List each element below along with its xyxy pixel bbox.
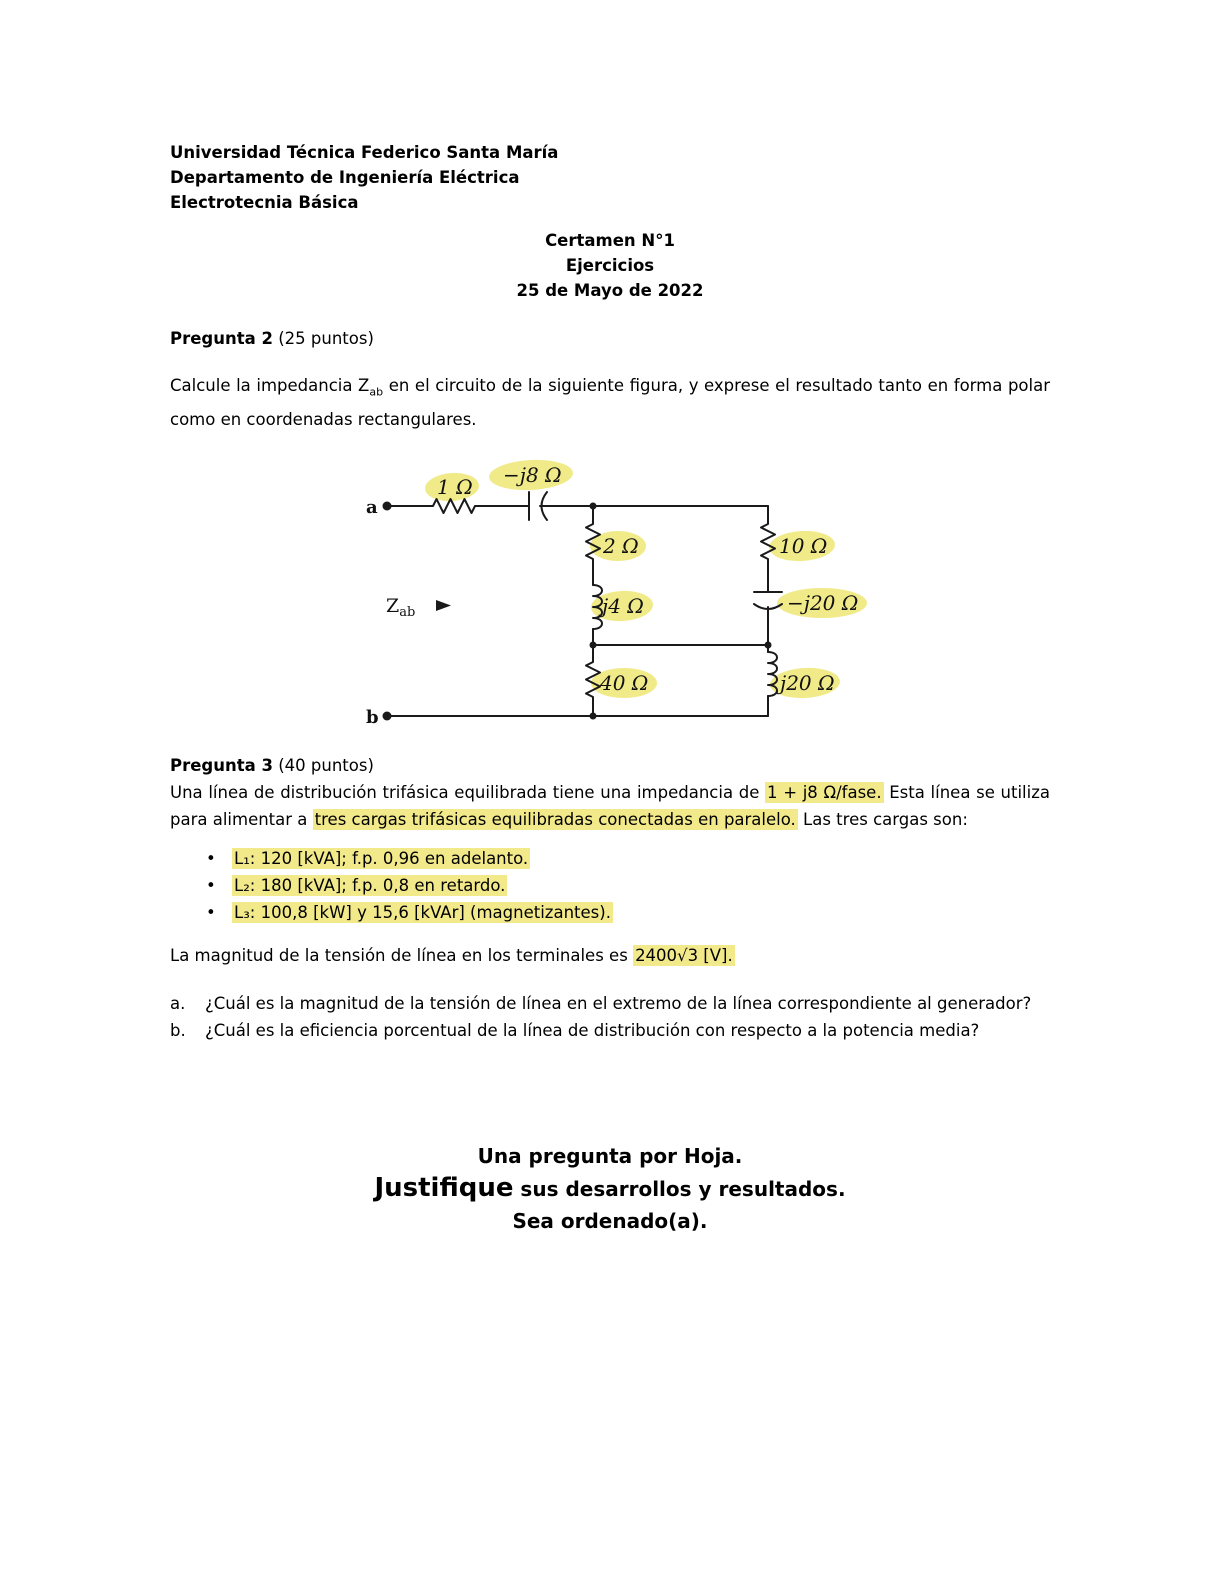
exam-subtitle: Ejercicios	[565, 256, 655, 275]
department-name: Departamento de Ingeniería Eléctrica	[170, 168, 520, 187]
circuit-wires	[387, 506, 768, 716]
question2-text-pre: Calcule la impedancia Z	[170, 376, 370, 395]
question3-intro	[170, 779, 1050, 833]
question3-subquestions	[170, 990, 1050, 1044]
voltage-text: La magnitud de la tensión de línea en los terminales es	[170, 946, 634, 965]
course-name: Electrotecnia Básica	[170, 193, 359, 212]
label-resistor-1ohm: 1 Ω	[437, 475, 473, 499]
label-resistor-40ohm: 40 Ω	[600, 671, 649, 695]
q3-highlight-loads: tres cargas trifásicas equilibradas conectadas en paralelo.	[314, 810, 796, 829]
question3-section	[170, 752, 1050, 1044]
university-header	[170, 140, 558, 215]
terminal-b-label: b	[366, 707, 379, 728]
exam-title: Certamen N°1	[545, 231, 675, 250]
load-1: L₁: 120 [kVA]; f.p. 0,96 en adelanto.	[234, 849, 529, 868]
label-resistor-2ohm: 2 Ω	[603, 534, 639, 558]
zab-label-sub: ab	[399, 605, 416, 620]
q3-intro-seg1: Una línea de distribución trifásica equilibrada tiene una impedancia de	[170, 783, 766, 802]
q3-intro-seg2: Esta línea se utiliza para alimentar a	[170, 783, 1050, 829]
node-bottom	[590, 713, 597, 720]
subquestion-a-marker: a.	[170, 994, 186, 1013]
question3-heading	[170, 752, 1050, 779]
subquestion-b-marker: b.	[170, 1021, 186, 1040]
highlight-blobs	[424, 458, 867, 700]
subquestion-b-text: ¿Cuál es la eficiencia porcentual de la línea de distribución con respecto a la potencia media?	[205, 1021, 980, 1040]
voltage-highlight: 2400√3 [V].	[635, 946, 733, 965]
footer-line-1: Una pregunta por Hoja.	[477, 1144, 743, 1168]
bullet-icon: •	[206, 849, 216, 868]
subquestion-a-text: ¿Cuál es la magnitud de la tensión de línea en el extremo de la línea correspondiente al generador?	[205, 994, 1032, 1013]
zab-label-main: Z	[386, 595, 400, 617]
list-item	[170, 899, 1050, 926]
node-middle-left	[590, 642, 597, 649]
exam-title-block	[170, 228, 1050, 303]
question3-label: Pregunta 3	[170, 756, 273, 775]
label-inductor-j20: j20 Ω	[780, 671, 835, 695]
load-list	[170, 845, 1050, 926]
resistor-1ohm	[428, 499, 478, 513]
subquestion-b	[170, 1017, 1050, 1044]
label-capacitor-j20: −j20 Ω	[787, 591, 859, 615]
footer-line-3: Sea ordenado(a).	[512, 1209, 708, 1233]
terminal-a-label: a	[366, 497, 378, 518]
question2-label: Pregunta 2	[170, 329, 273, 348]
label-capacitor-j8: −j8 Ω	[503, 463, 562, 487]
bullet-icon: •	[206, 903, 216, 922]
label-inductor-j4: j4 Ω	[602, 594, 644, 618]
circuit-nodes	[383, 502, 772, 721]
footer-instructions	[170, 1141, 1050, 1236]
terminal-b-dot	[383, 712, 392, 721]
zab-arrow-icon	[436, 600, 451, 611]
question2-heading	[170, 325, 374, 352]
load-2: L₂: 180 [kVA]; f.p. 0,8 en retardo.	[234, 876, 506, 895]
node-middle-right	[765, 642, 772, 649]
footer-line-2	[170, 1171, 1050, 1206]
university-name: Universidad Técnica Federico Santa María	[170, 143, 559, 162]
node-top	[590, 503, 597, 510]
footer-line-2-rest: sus desarrollos y resultados.	[513, 1177, 846, 1201]
list-item	[170, 845, 1050, 872]
zab-label	[386, 595, 415, 620]
zab-subscript: ab	[369, 385, 384, 399]
label-resistor-10ohm: 10 Ω	[779, 534, 828, 558]
bullet-icon: •	[206, 876, 216, 895]
subquestion-a	[170, 990, 1050, 1017]
question2-text-post: en el circuito de la siguiente figura, y exprese el resultado tanto en forma polar como en coordenadas rectangulares.	[170, 376, 1050, 429]
q3-intro-seg3: Las tres cargas son:	[797, 810, 968, 829]
terminal-a-dot	[383, 502, 392, 511]
q3-highlight-impedance: 1 + j8 Ω/fase.	[767, 783, 882, 802]
circuit-svg	[350, 448, 880, 740]
footer-justifique: Justifique	[374, 1173, 514, 1203]
question2-points: (25 puntos)	[272, 329, 374, 348]
list-item	[170, 872, 1050, 899]
question3-points: (40 puntos)	[272, 756, 374, 775]
voltage-statement	[170, 942, 1050, 969]
question2-body	[170, 372, 1050, 433]
circuit-figure	[350, 448, 880, 744]
exam-date: 25 de Mayo de 2022	[516, 281, 704, 300]
load-3: L₃: 100,8 [kW] y 15,6 [kVAr] (magnetizantes).	[234, 903, 611, 922]
